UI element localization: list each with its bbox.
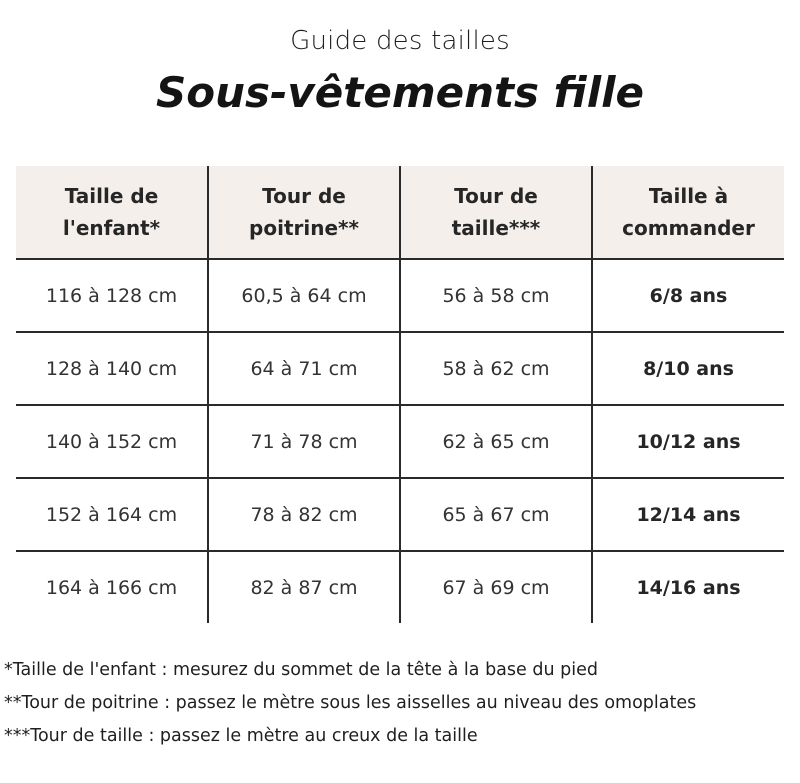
column-header-line: Taille de xyxy=(64,184,159,208)
page-title: Sous-vêtements fille xyxy=(155,68,645,117)
cell-child-height: 116 à 128 cm xyxy=(16,259,208,332)
cell-child-height: 164 à 166 cm xyxy=(16,551,208,623)
cell-chest: 71 à 78 cm xyxy=(208,405,400,478)
column-header-line: Tour de xyxy=(262,184,346,208)
cell-waist: 65 à 67 cm xyxy=(400,478,592,551)
footnote-waist: ***Tour de taille : passez le mètre au creux de la taille xyxy=(4,726,478,746)
column-header-line: poitrine** xyxy=(249,216,359,240)
cell-order-size: 6/8 ans xyxy=(592,259,784,332)
column-header-child-height xyxy=(16,166,208,259)
table-header-row xyxy=(16,166,784,259)
page-subtitle: Guide des tailles xyxy=(290,26,510,56)
cell-waist: 62 à 65 cm xyxy=(400,405,592,478)
column-header-waist xyxy=(400,166,592,259)
cell-child-height: 128 à 140 cm xyxy=(16,332,208,405)
column-header-chest xyxy=(208,166,400,259)
column-header-line: l'enfant* xyxy=(62,216,161,240)
cell-order-size: 14/16 ans xyxy=(592,551,784,623)
table-header xyxy=(16,166,784,259)
column-header-order-size xyxy=(592,166,784,259)
cell-child-height: 140 à 152 cm xyxy=(16,405,208,478)
cell-chest: 64 à 71 cm xyxy=(208,332,400,405)
table-row xyxy=(16,332,784,405)
cell-order-size: 10/12 ans xyxy=(592,405,784,478)
cell-chest: 78 à 82 cm xyxy=(208,478,400,551)
table-row xyxy=(16,551,784,623)
footnote-chest: **Tour de poitrine : passez le mètre sous les aisselles au niveau des omoplates xyxy=(4,693,697,713)
column-header-line: Taille à xyxy=(648,184,729,208)
column-header-line: commander xyxy=(622,216,755,240)
table-row xyxy=(16,259,784,332)
footnote-child-height: *Taille de l'enfant : mesurez du sommet de la tête à la base du pied xyxy=(4,660,598,680)
table-body xyxy=(16,259,784,623)
cell-child-height: 152 à 164 cm xyxy=(16,478,208,551)
cell-order-size: 12/14 ans xyxy=(592,478,784,551)
table-row xyxy=(16,405,784,478)
table-row xyxy=(16,478,784,551)
footnotes xyxy=(4,654,800,753)
cell-waist: 56 à 58 cm xyxy=(400,259,592,332)
cell-waist: 58 à 62 cm xyxy=(400,332,592,405)
cell-order-size: 8/10 ans xyxy=(592,332,784,405)
column-header-line: taille*** xyxy=(451,216,541,240)
column-header-line: Tour de xyxy=(454,184,538,208)
cell-chest: 82 à 87 cm xyxy=(208,551,400,623)
cell-waist: 67 à 69 cm xyxy=(400,551,592,623)
cell-chest: 60,5 à 64 cm xyxy=(208,259,400,332)
size-guide-table xyxy=(16,166,784,623)
